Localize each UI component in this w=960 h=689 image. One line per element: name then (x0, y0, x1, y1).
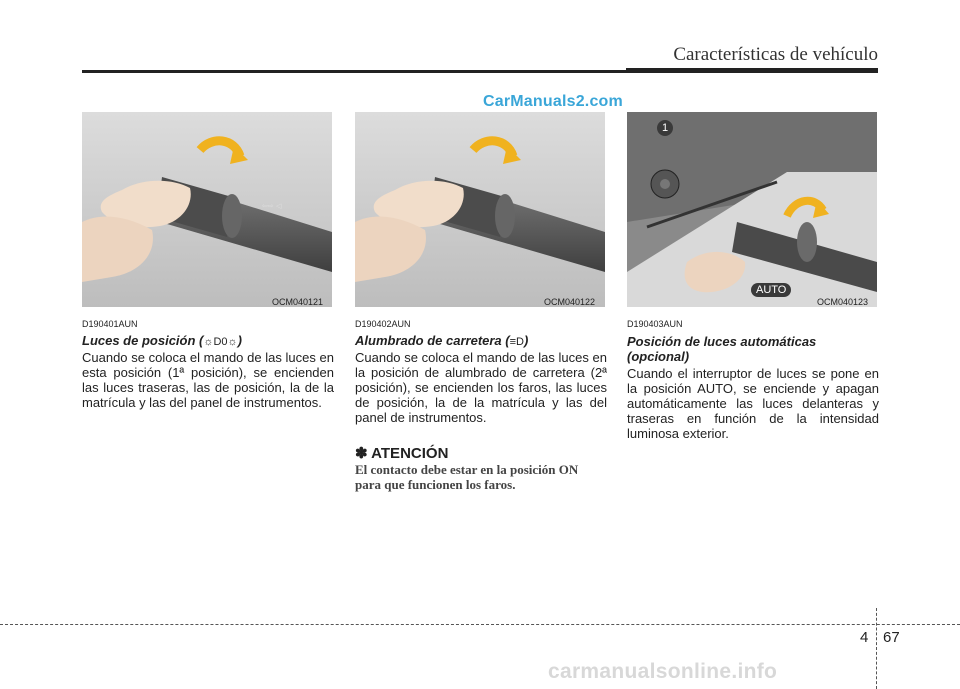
callout-1: 1 (657, 120, 673, 136)
section-code: D190403AUN (627, 319, 683, 329)
photo-position-lamps (82, 112, 332, 307)
photo-caption: OCM040122 (544, 297, 596, 307)
headlamp-icon: ≡D (509, 336, 524, 348)
header-rule-accent (626, 68, 878, 73)
attention-text: El contacto debe estar en la posición ON para que funcionen los faros. (355, 462, 579, 492)
svg-text:⇦⇨ ◁: ⇦⇨ ◁ (262, 202, 282, 210)
watermark-bottom: carmanualsonline.info (548, 660, 778, 683)
running-header: Características de vehículo (673, 44, 878, 65)
section-code: D190402AUN (355, 319, 411, 329)
section-title (355, 333, 607, 350)
section-body: Cuando se coloca el mando de las luces en esta posición (1ª posición), se encienden las luces traseras, las de posición, la de la matrícula y las del panel de instrumentos. (82, 350, 334, 410)
section-body: Cuando se coloca el mando de las luces en la posición de alumbrado de carretera (2ª posición), se encienden los faros, las luces de posición, la de la matrícula y las del panel de instrumentos. (355, 350, 607, 425)
section-code: D190401AUN (82, 319, 138, 329)
photo-headlamps (355, 112, 605, 307)
footer-rule (0, 624, 960, 625)
section-body: Cuando el interruptor de luces se pone en la posición AUTO, se enciende y apagan automáticamente las luces delanteras y traseras en función de la intensidad luminosa exterior. (627, 366, 879, 441)
footer-divider (876, 608, 877, 689)
photo-caption: OCM040121 (272, 297, 324, 307)
section-title-end: ) (237, 333, 242, 348)
section-title-end: ) (523, 333, 529, 348)
attention-title: ✽ ATENCIÓN (355, 445, 449, 462)
section-title: Posición de luces automáticas (opcional) (627, 334, 817, 364)
photo-auto-lights (627, 112, 877, 307)
position-lamp-icon: ☼D0☼ (203, 336, 238, 348)
photo-caption: OCM040123 (817, 297, 869, 307)
section-title-text: Luces de posición ( (82, 333, 204, 348)
page-number: 67 (883, 629, 900, 646)
watermark-top: CarManuals2.com (483, 93, 623, 110)
section-title-text: Alumbrado de carretera ( (355, 333, 510, 348)
chapter-number: 4 (860, 629, 869, 646)
auto-label: AUTO (751, 283, 791, 297)
section-title (82, 333, 334, 350)
